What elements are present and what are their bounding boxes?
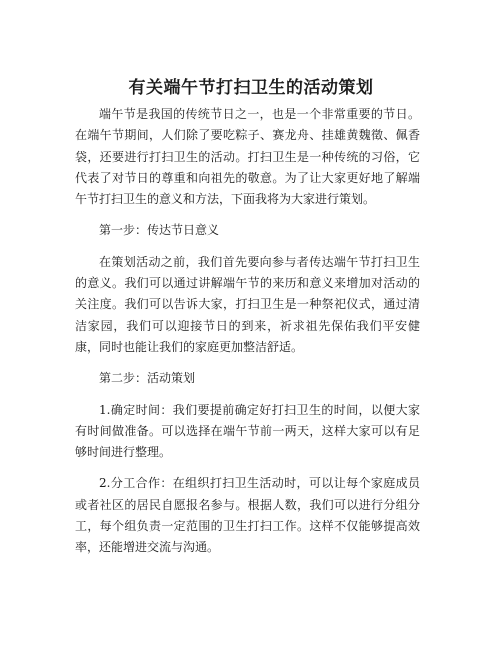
step-two-heading: 第二步：活动策划 xyxy=(99,371,196,386)
time-paragraph: 1.确定时间：我们要提前确定好打扫卫生的时间，以便大家有时间做准备。可以选择在端午节前一两天，这样大家可以有足够时间进行整理。 xyxy=(75,402,420,460)
intro-paragraph: 端午节是我国的传统节日之一，也是一个非常重要的节日。在端午节期间，人们除了要吃粽子、赛龙舟、挂雄黄魏徵、佩香袋，还要进行打扫卫生的活动。打扫卫生是一种传统的习俗，它代表了对节日的尊重和向祖先的敬意。为了让大家更好地了解端午节打扫卫生的意义和方法，下面我将为大家进行策划。 xyxy=(75,107,420,207)
step-one-paragraph: 在策划活动之前，我们首先要向参与者传达端午节打扫卫生的意义。我们可以通过讲解端午节的来历和意义来增加对活动的关注度。我们可以告诉大家，打扫卫生是一种祭祀仪式，通过清洁家园，我们可以迎接节日的到来，祈求祖先保佑我们平安健康，同时也能让我们的家庭更加整洁舒适。 xyxy=(75,254,420,354)
teamwork-paragraph: 2.分工合作：在组织打扫卫生活动时，可以让每个家庭成员或者社区的居民自愿报名参与。根据人数，我们可以进行分组分工，每个组负责一定范围的卫生打扫工作。这样不仅能够提高效率，还能增进交流与沟通。 xyxy=(75,476,420,555)
document-body xyxy=(75,104,420,569)
step-one-heading: 第一步：传达节日意义 xyxy=(99,223,220,238)
page-title: 有关端午节打扫卫生的活动策划 xyxy=(128,78,374,98)
